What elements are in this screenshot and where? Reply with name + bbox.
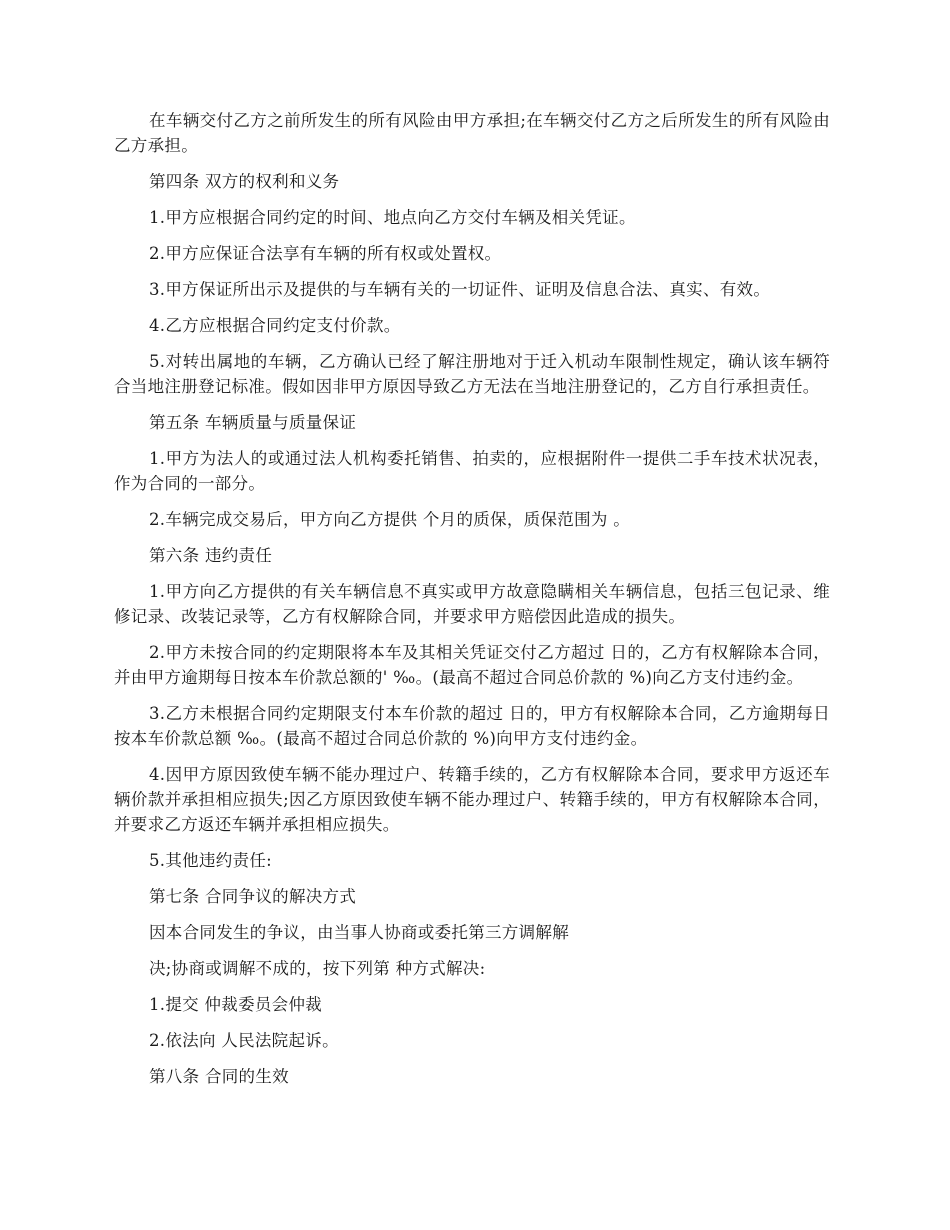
- paragraph-5-1: 1.甲方为法人的或通过法人机构委托销售、拍卖的，应根据附件一提供二手车技术状况表，作为合同的一部分。: [114, 449, 830, 493]
- paragraph-6-5: 5.其他违约责任:: [149, 851, 273, 870]
- paragraph-6-3: 3.乙方未根据合同约定期限支付本车价款的超过 日的，甲方有权解除本合同，乙方逾期每日按本车价款总额 ‰。(最高不超过合同总价款的 %)向甲方支付违约金。: [114, 704, 830, 748]
- paragraph-risk-transfer: 在车辆交付乙方之前所发生的所有风险由甲方承担;在车辆交付乙方之后所发生的所有风险由乙方承担。: [114, 111, 830, 155]
- document-body: [114, 108, 830, 1100]
- paragraph-7-2: 2.依法向 人民法院起诉。: [149, 1031, 339, 1050]
- paragraph-4-1: 1.甲方应根据合同约定的时间、地点向乙方交付车辆及相关凭证。: [149, 208, 636, 227]
- heading-article-5: 第五条 车辆质量与质量保证: [149, 413, 357, 432]
- heading-article-6: 第六条 违约责任: [149, 546, 273, 565]
- paragraph-7-intro-cont: 决;协商或调解不成的，按下列第 种方式解决:: [149, 959, 486, 978]
- paragraph-7-intro: 因本合同发生的争议，由当事人协商或委托第三方调解解: [149, 923, 569, 942]
- paragraph-6-4: 4.因甲方原因致使车辆不能办理过户、转籍手续的，乙方有权解除本合同，要求甲方返还车辆价款并承担相应损失;因乙方原因致使车辆不能办理过户、转籍手续的，甲方有权解除本合同，并要求乙方返还车辆并承担相应损失。: [114, 765, 830, 834]
- heading-article-7: 第七条 合同争议的解决方式: [149, 887, 357, 906]
- paragraph-4-5: 5.对转出属地的车辆，乙方确认已经了解注册地对于迁入机动车限制性规定，确认该车辆符合当地注册登记标准。假如因非甲方原因导致乙方无法在当地注册登记的，乙方自行承担责任。: [114, 352, 830, 396]
- paragraph-4-3: 3.甲方保证所出示及提供的与车辆有关的一切证件、证明及信息合法、真实、有效。: [149, 280, 771, 299]
- paragraph-5-2: 2.车辆完成交易后，甲方向乙方提供 个月的质保，质保范围为 。: [149, 510, 631, 529]
- paragraph-4-4: 4.乙方应根据合同约定支付价款。: [149, 316, 401, 335]
- paragraph-6-1: 1.甲方向乙方提供的有关车辆信息不真实或甲方故意隐瞒相关车辆信息，包括三包记录、维修记录、改装记录等，乙方有权解除合同，并要求甲方赔偿因此造成的损失。: [114, 582, 830, 626]
- paragraph-4-2: 2.甲方应保证合法享有车辆的所有权或处置权。: [149, 244, 502, 263]
- heading-article-4: 第四条 双方的权利和义务: [149, 172, 340, 191]
- paragraph-6-2: 2.甲方未按合同的约定期限将本车及其相关凭证交付乙方超过 日的，乙方有权解除本合同，并由甲方逾期每日按本车价款总额的' ‰。(最高不超过合同总价款的 %)向乙方支付违约金。: [114, 643, 830, 687]
- heading-article-8: 第八条 合同的生效: [149, 1067, 289, 1086]
- paragraph-7-1: 1.提交 仲裁委员会仲裁: [149, 995, 323, 1014]
